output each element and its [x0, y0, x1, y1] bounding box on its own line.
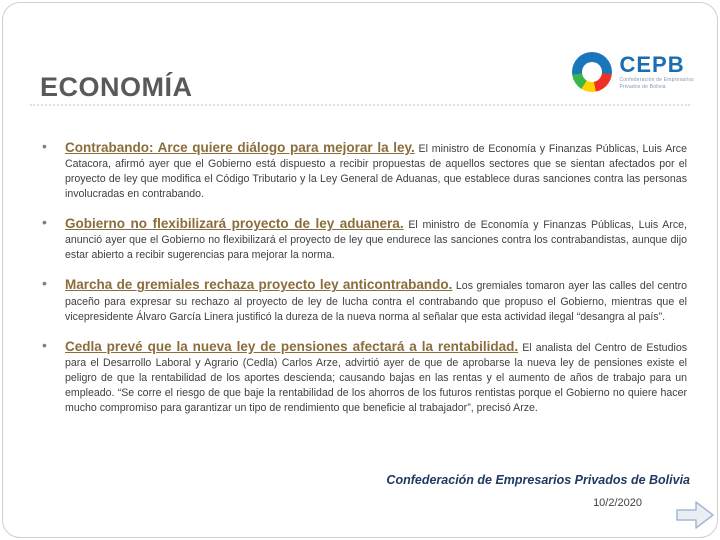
bullet-heading: Marcha de gremiales rechaza proyecto ley anticontrabando. [65, 277, 453, 293]
bullet-body: El ministro de Economía y Finanzas Públicas, Luis Arce Catacora, afirmó ayer que el Gobierno está dispuesto a recibir propuestas de aquellos sectores que se sientan afectados por el proyecto de ley que modifica el Código Tributario y la Ley General de Aduanas, que establece duras sanciones contra las personas involucradas en contrabando. [65, 143, 687, 201]
list-item [40, 275, 687, 324]
bullet-heading: Gobierno no flexibilizará proyecto de ley aduanera. [65, 216, 404, 232]
title-divider [30, 104, 690, 106]
list-item [40, 138, 687, 202]
cepb-logo-tagline-line1: Confederación de Empresarios [619, 77, 694, 83]
cepb-logo-tagline-line2: Privados de Bolivia [619, 84, 666, 90]
cepb-logo-icon [572, 52, 612, 92]
list-item [40, 337, 687, 416]
list-item [40, 214, 687, 263]
bullet-heading: Contrabando: Arce quiere diálogo para mejorar la ley. [65, 140, 415, 155]
bullet-heading: Cedla prevé que la nueva ley de pensiones afectará a la rentabilidad. [65, 338, 519, 354]
next-slide-arrow-icon[interactable] [675, 500, 715, 530]
bullet-body: El ministro de Economía y Finanzas Públicas, Luis Arce, anunció ayer que el Gobierno no flexibilizará el proyecto de ley que endurece las sanciones contra los contrabandistas, aunque dijo estar abierto a recibir sugerencias para mejorar la norma. [65, 219, 687, 262]
footer-date: 10/2/2020 [593, 497, 642, 509]
cepb-logo [572, 52, 694, 92]
cepb-logo-text [619, 54, 694, 90]
page-title: ECONOMÍA [40, 72, 193, 103]
cepb-logo-wordmark: CEPB [619, 52, 685, 77]
bullet-body: El analista del Centro de Estudios para el Desarrollo Laboral y Agrario (Cedla) Carlos Arze, advirtió ayer de que de aprobarse la nueva ley de pensiones existe el peligro de que la rentabilidad de los aportes descienda; causando bajas en las rentas y el aumento de años de trabajo para un empleado. “Se corre el riesgo de que baje la rentabilidad de los ahorros de los futuros rentistas porque el Gobierno no quiere hacer mucho compromiso para garantizar un tipo de rendimiento que beneficie al trabajador”, precisó Arze. [65, 341, 688, 414]
footer-organization: Confederación de Empresarios Privados de Bolivia [386, 473, 690, 487]
news-bullet-list [40, 138, 687, 428]
bullet-body: Los gremiales tomaron ayer las calles del centro paceño para expresar su rechazo al proyecto de ley de lucha contra el contrabando que propuso el Gobierno, mientras que el vicepresidente Álvaro García Linera justificó la dureza de la nueva norma al señalar que esta actividad ilegal “desangra al país”. [65, 280, 687, 323]
